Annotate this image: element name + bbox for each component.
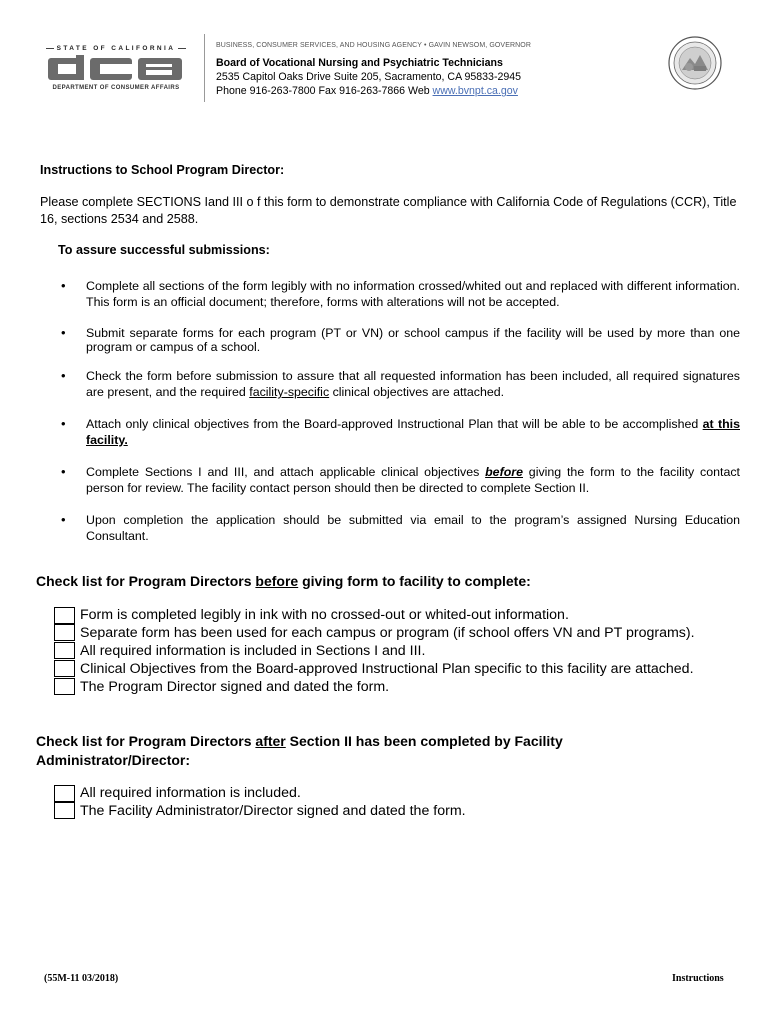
checklist-item-label: Clinical Objectives from the Board-approved Instructional Plan specific to this facility are attached. [80,661,694,677]
checkbox[interactable] [54,678,75,695]
instructions-intro: Please complete SECTIONS Iand III o f this form to demonstrate compliance with California Code of Regulations (CCR), Title 16, sections 2534 and 2588. [40,195,737,226]
checklist-item-label: Form is completed legibly in ink with no crossed-out or whited-out information. [80,607,569,623]
phone-fax-text: Phone 916-263-7800 Fax 916-263-7866 Web [216,85,433,97]
header-divider [204,34,205,102]
dca-logo-mark-icon [46,55,186,83]
checkbox[interactable] [54,785,75,802]
assure-heading: To assure successful submissions: [58,243,270,257]
checklist-item [54,606,695,624]
checkbox[interactable] [54,802,75,819]
state-seal-icon [668,36,722,90]
checklist-item [54,784,466,802]
instructions-title: Instructions to School Program Director: [40,163,285,177]
website-link[interactable]: www.bvnpt.ca.gov [432,85,518,97]
agency-line: BUSINESS, CONSUMER SERVICES, AND HOUSING AGENCY • GAVIN NEWSOM, GOVERNOR [216,42,531,49]
bullet-item: • Upon completion the application should be submitted via email to the program’s assigned Nursing Education Consultant. [58,512,740,544]
footer-label: Instructions [672,973,724,984]
checklist-item-label: The Program Director signed and dated the form. [80,679,390,695]
board-address: 2535 Capitol Oaks Drive Suite 205, Sacramento, CA 95833-2945 [216,71,522,83]
checklist-before [54,606,695,696]
checklist-item [54,802,466,820]
department-of-consumer-affairs-text: DEPARTMENT OF CONSUMER AFFAIRS [52,85,180,91]
state-of-california-text: STATE OF CALIFORNIA [56,44,176,52]
board-contact [216,85,518,97]
checklist-item-label: Separate form has been used for each campus or program (if school offers VN and PT programs). [80,625,695,641]
form-id: (55M-11 03/2018) [44,973,119,984]
bullet-item: • Check the form before submission to assure that all requested information has been included, all required signatures are present, and the required facility-specific clinical objectives are attached. [58,368,740,400]
checkbox[interactable] [54,642,75,659]
checklist-after-heading: Check list for Program Directors after Section II has been completed by Facility Administrator/Director: [36,733,563,768]
checklist-item [54,624,695,642]
checklist-item [54,678,695,696]
checkbox[interactable] [54,660,75,677]
checklist-item-label: All required information is included. [80,785,301,801]
bullet-item: • Complete Sections I and III, and attach applicable clinical objectives before giving the form to the facility contact person for review. The facility contact person should then be directed to complete Section II. [58,464,740,496]
state-of-california-line [46,44,186,52]
checklist-item-label: The Facility Administrator/Director signed and dated the form. [80,803,466,819]
checklist-item [54,642,695,660]
checkbox[interactable] [54,624,75,641]
instruction-bullets [58,278,740,544]
checkbox[interactable] [54,607,75,624]
checklist-item-label: All required information is included in Sections I and III. [80,643,426,659]
checklist-after [54,784,466,820]
bullet-item: • Complete all sections of the form legibly with no information crossed/whited out and replaced with different information. This form is an official document; therefore, forms with alterations will not be accepted. [58,278,740,310]
checklist-item [54,660,695,678]
dca-logo [46,44,186,96]
checklist-before-heading: Check list for Program Directors before giving form to facility to complete: [36,573,531,589]
board-name: Board of Vocational Nursing and Psychiatric Technicians [216,57,503,69]
bullet-item: • Attach only clinical objectives from the Board-approved Instructional Plan that will be able to be accomplished at this facility. [58,416,740,448]
bullet-item: • Submit separate forms for each program (PT or VN) or school campus if the facility will be used by more than one program or campus of a school. [58,326,740,354]
